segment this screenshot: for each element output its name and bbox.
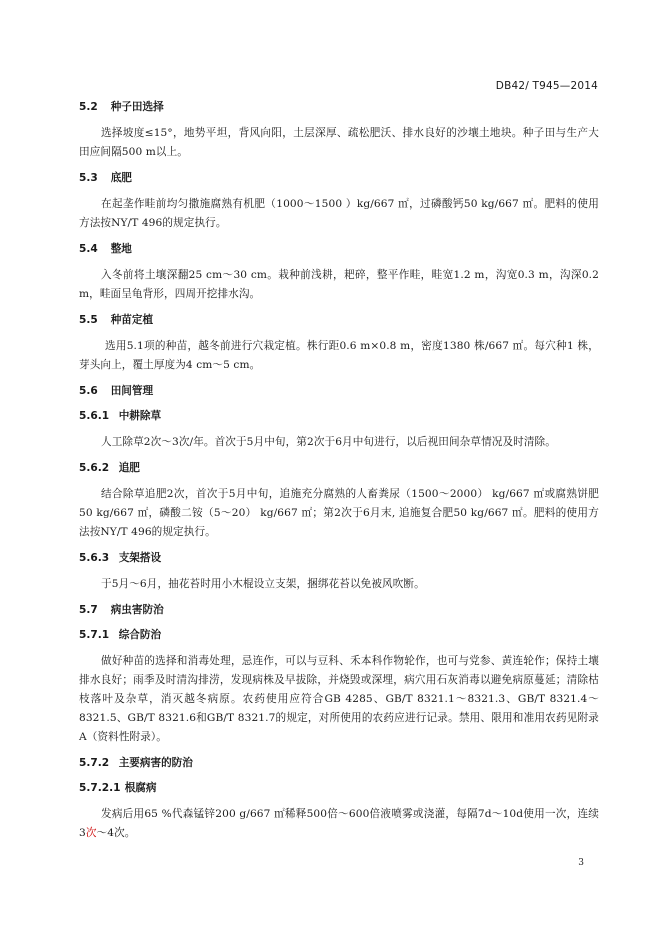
section-heading-5-7-1 bbox=[79, 627, 599, 643]
page-number: 3 bbox=[578, 858, 584, 868]
section-number: 5.2 bbox=[79, 101, 98, 113]
section-title: 根腐病 bbox=[124, 782, 157, 794]
section-paragraph: 于5月～6月，抽花苔时用小木棍设立支架，捆绑花苔以免被风吹断。 bbox=[101, 578, 425, 590]
section-number: 5.7.1 bbox=[79, 629, 110, 641]
section-heading-5-2 bbox=[79, 99, 599, 115]
section-number: 5.7.2.1 bbox=[79, 782, 121, 794]
document-body bbox=[79, 99, 599, 851]
section-heading-5-7-2-1 bbox=[79, 780, 599, 796]
section-number: 5.4 bbox=[79, 243, 98, 255]
section-title: 支架搭设 bbox=[118, 552, 162, 564]
section-title: 种苗定植 bbox=[110, 314, 154, 326]
section-title: 中耕除草 bbox=[118, 410, 162, 422]
section-title: 种子田选择 bbox=[110, 101, 164, 113]
section-title: 综合防治 bbox=[118, 629, 162, 641]
section-heading-5-7 bbox=[79, 602, 599, 618]
section-title: 病虫害防治 bbox=[110, 604, 164, 616]
paragraph-text: ～4次。 bbox=[96, 827, 136, 839]
section-heading-5-6-1 bbox=[79, 408, 599, 424]
paragraph-text: 发病后用65 %代森锰锌200 g/667 ㎡稀释500倍～600倍液喷雾或浇灌，每隔7d～10d使用一次，连续3 bbox=[79, 808, 599, 839]
section-paragraph bbox=[79, 805, 599, 843]
section-paragraph: 做好种苗的选择和消毒处理，忌连作，可以与豆科、禾本科作物轮作，也可与党参、黄连轮作；保持土壤排水良好；雨季及时清沟排涝，发现病株及早拔除，并烧毁或深埋，病穴用石灰消毒以避免病原蔓延；清除枯枝落叶及杂草，消灭越冬病原。农药使用应符合GB 4285、GB/T 8321.1～8321.3、GB/T 8321.4～8321.5、GB/T 8321.6和GB/T 8321.7的规定，对所使用的农药应进行记录。禁用、限用和准用农药见附录A（资料性附录）。 bbox=[79, 655, 599, 743]
section-paragraph: 选用5.1项的种苗，越冬前进行穴栽定植。株行距0.6 m×0.8 m，密度1380 株/667 ㎡。每穴种1 株，芽头向上，覆土厚度为4 cm～5 cm。 bbox=[79, 340, 599, 371]
section-paragraph: 选择坡度≤15°，地势平坦，背风向阳，土层深厚、疏松肥沃、排水良好的沙壤土地块。种子田与生产大田应间隔500 m以上。 bbox=[79, 127, 599, 158]
section-title: 底肥 bbox=[110, 172, 132, 184]
section-paragraph: 人工除草2次～3次/年。首次于5月中旬，第2次于6月中旬进行，以后视田间杂草情况及时清除。 bbox=[101, 436, 556, 448]
document-code: DB42/ T945—2014 bbox=[495, 80, 598, 92]
section-number: 5.5 bbox=[79, 314, 98, 326]
section-title: 主要病害的防治 bbox=[118, 757, 193, 769]
section-number: 5.7.2 bbox=[79, 757, 110, 769]
section-paragraph: 结合除草追肥2次，首次于5月中旬，追施充分腐熟的人畜粪尿（1500～2000） kg/667 ㎡或腐熟饼肥50 kg/667 ㎡，磷酸二铵（5～20） kg/667 ㎡；第2次于6月末, 追施复合肥50 kg/667 ㎡。肥料的使用方法按NY/T 496的规定执行。 bbox=[79, 488, 599, 538]
section-heading-5-4 bbox=[79, 241, 599, 257]
section-paragraph: 入冬前将土壤深翻25 cm～30 cm。栽种前浅耕，耙碎，整平作畦，畦宽1.2 m，沟宽0.3 m，沟深0.2 m，畦面呈龟背形，四周开挖排水沟。 bbox=[79, 269, 599, 300]
section-title: 田间管理 bbox=[110, 385, 154, 397]
section-number: 5.6.3 bbox=[79, 552, 110, 564]
section-number: 5.6 bbox=[79, 385, 98, 397]
section-number: 5.6.1 bbox=[79, 410, 110, 422]
section-heading-5-6-3 bbox=[79, 550, 599, 566]
section-heading-5-5 bbox=[79, 312, 599, 328]
section-heading-5-7-2 bbox=[79, 755, 599, 771]
section-number: 5.6.2 bbox=[79, 462, 110, 474]
highlighted-text: 次 bbox=[85, 827, 97, 839]
section-title: 整地 bbox=[110, 243, 132, 255]
section-heading-5-3 bbox=[79, 170, 599, 186]
section-number: 5.3 bbox=[79, 172, 98, 184]
section-paragraph: 在起垄作畦前均匀撒施腐熟有机肥（1000～1500 ）kg/667 ㎡，过磷酸钙50 kg/667 ㎡。肥料的使用方法按NY/T 496的规定执行。 bbox=[79, 198, 599, 229]
section-heading-5-6 bbox=[79, 383, 599, 399]
section-number: 5.7 bbox=[79, 604, 98, 616]
section-heading-5-6-2 bbox=[79, 460, 599, 476]
section-title: 追肥 bbox=[118, 462, 140, 474]
